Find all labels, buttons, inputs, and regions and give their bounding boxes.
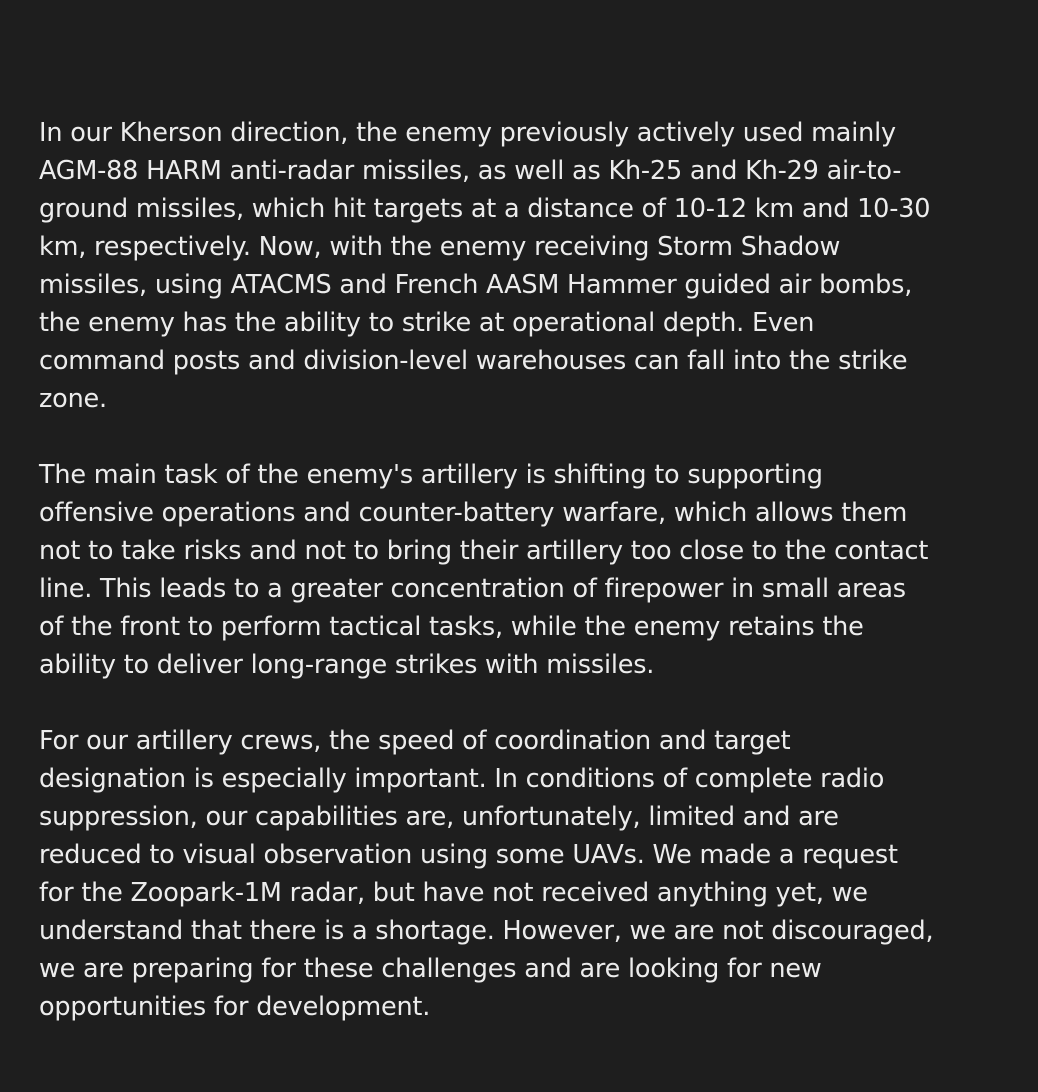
paragraph-2: The main task of the enemy's artillery is shifting to supporting offensive operations and counter-battery warfare, which allows them not to take risks and not to bring their artillery too close to the contact line. This leads to a greater concentration of firepower in small areas of the front to perform tactical tasks, while the enemy retains the ability to deliver long-range strikes with missiles. <box>39 460 929 680</box>
paragraph-3: For our artillery crews, the speed of coordination and target designation is especially important. In conditions of complete radio suppression, our capabilities are, unfortunately, limited and are reduced to visual observation using some UAVs. We made a request for the Zoopark-1M radar, but have not received anything yet, we understand that there is a shortage. However, we are not discouraged, we are preparing for these challenges and are looking for new opportunities for development. <box>39 726 934 1022</box>
document-body <box>39 114 1019 1026</box>
paragraph-1: In our Kherson direction, the enemy previously actively used mainly AGM-88 HARM anti-radar missiles, as well as Kh-25 and Kh-29 air-to- ground missiles, which hit targets at a distance of 10-12 km and 10-30 km, respectively. Now, with the enemy receiving Storm Shadow missiles, using ATACMS and French AASM Hammer guided air bombs, the enemy has the ability to strike at operational depth. Even command posts and division-level warehouses can fall into the strike zone. <box>39 118 931 414</box>
